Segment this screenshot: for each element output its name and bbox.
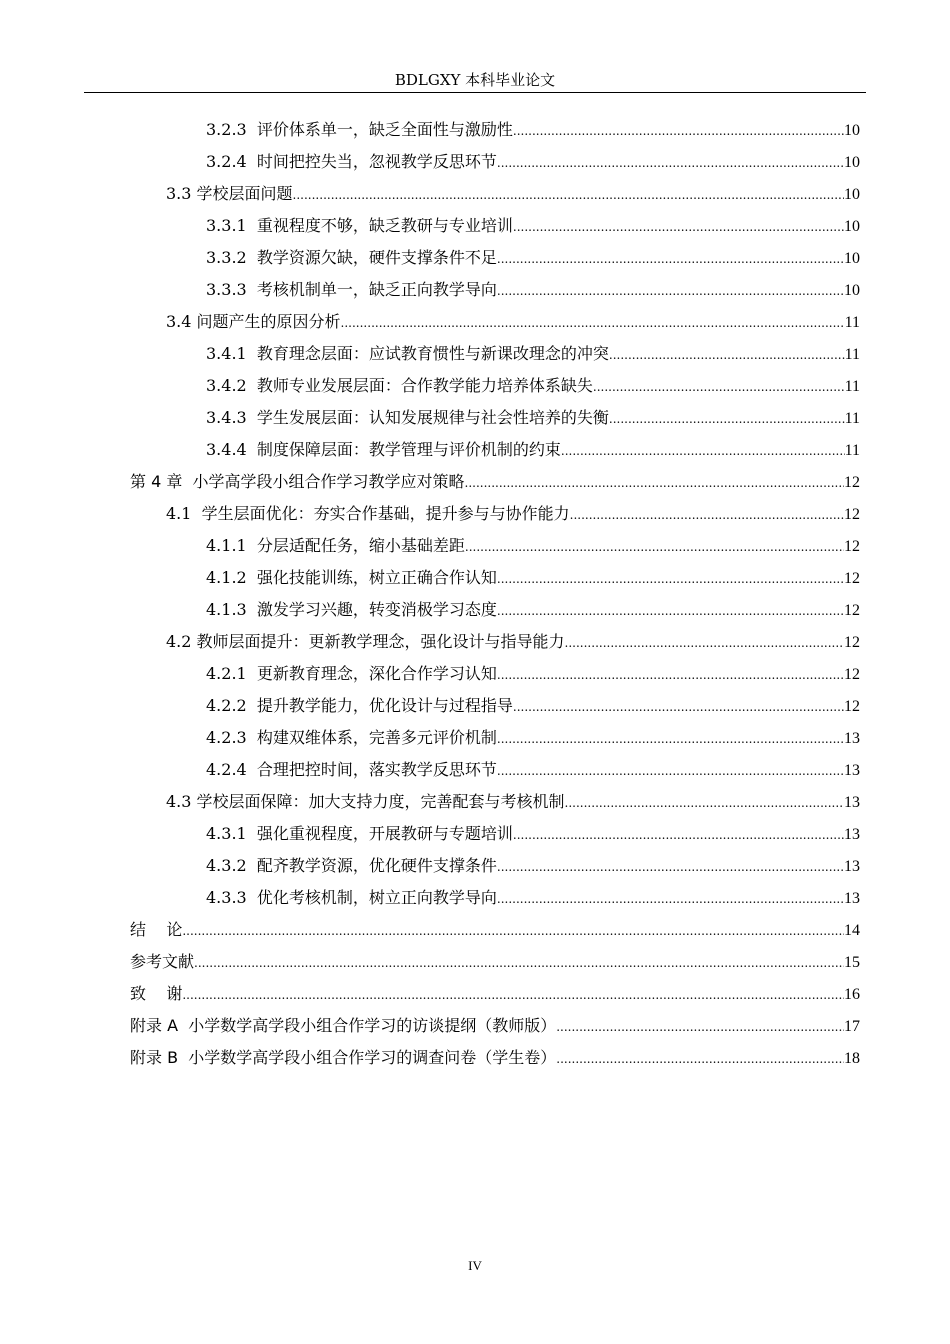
toc-entry-page: 15 [844,954,860,971]
toc-dot-leader [513,691,844,723]
toc-dot-leader [194,947,844,979]
toc-entry-title: 3.3 学校层面问题 [166,184,293,203]
toc-entry[interactable] [166,498,860,530]
toc-entry-page: 10 [844,122,860,139]
toc-entry[interactable] [166,786,860,818]
toc-entry-title: 4.1.3 激发学习兴趣，转变消极学习态度 [206,600,497,619]
toc-entry-title: 3.2.3 评价体系单一，缺乏全面性与激励性 [206,120,513,139]
toc-entry-title: 4.1 学生层面优化：夯实合作基础，提升参与与协作能力 [166,504,570,523]
toc-dot-leader [182,979,844,1011]
toc-entry[interactable] [206,850,860,882]
toc-dot-leader [182,915,844,947]
toc-dot-leader [497,659,844,691]
toc-dot-leader [497,147,844,179]
toc-entry-title: 4.2 教师层面提升：更新教学理念，强化设计与指导能力 [166,632,565,651]
toc-entry[interactable] [206,882,860,914]
toc-dot-leader [513,819,844,851]
page-number: IV [468,1258,482,1273]
toc-entry[interactable] [206,658,860,690]
toc-entry-page: 12 [844,698,860,715]
toc-dot-leader [293,179,844,211]
toc-entry[interactable] [206,754,860,786]
toc-entry-title: 4.2.4 合理把控时间，落实教学反思环节 [206,760,497,779]
toc-entry[interactable] [130,946,860,978]
toc-entry[interactable] [166,626,860,658]
toc-entry-page: 13 [844,826,860,843]
toc-entry[interactable] [130,1010,860,1042]
toc-entry-page: 10 [844,218,860,235]
toc-dot-leader [561,435,845,467]
toc-entry-page: 13 [844,730,860,747]
toc-entry[interactable] [166,178,860,210]
toc-entry-title: 附录 B 小学数学高学段小组合作学习的调查问卷（学生卷） [130,1048,557,1067]
toc-entry-title: 参考文献 [130,952,195,971]
toc-entry-page: 13 [844,762,860,779]
toc-dot-leader [513,115,844,147]
toc-entry-page: 10 [844,282,860,299]
toc-dot-leader [497,755,844,787]
toc-dot-leader [497,723,844,755]
toc-entry-page: 13 [844,890,860,907]
toc-dot-leader [497,595,844,627]
toc-entry-title: 第 4 章 小学高学段小组合作学习教学应对策略 [130,472,465,491]
toc-entry-title: 3.3.1 重视程度不够，缺乏教研与专业培训 [206,216,513,235]
toc-entry-page: 12 [844,538,860,555]
toc-entry-title: 致 谢 [130,984,183,1003]
toc-dot-leader [565,627,844,659]
toc-entry-page: 11 [844,442,860,459]
toc-entry-page: 16 [844,986,860,1003]
toc-entry-page: 12 [844,570,860,587]
toc-entry-page: 10 [844,250,860,267]
toc-entry[interactable] [206,274,860,306]
toc-entry-page: 12 [844,474,860,491]
toc-entry[interactable] [206,370,860,402]
toc-dot-leader [497,563,844,595]
toc-entry-title: 3.4 问题产生的原因分析 [166,312,341,331]
toc-entry-page: 11 [844,314,860,331]
toc-dot-leader [570,499,844,531]
toc-entry[interactable] [206,434,860,466]
toc-entry-page: 10 [844,154,860,171]
toc-entry-title: 3.4.4 制度保障层面：教学管理与评价机制的约束 [206,440,561,459]
toc-entry-title: 4.3 学校层面保障：加大支持力度，完善配套与考核机制 [166,792,565,811]
toc-dot-leader [609,339,845,371]
toc-entry-title: 附录 A 小学数学高学段小组合作学习的访谈提纲（教师版） [130,1016,557,1035]
toc-entry-title: 结 论 [130,920,183,939]
toc-entry-title: 3.4.3 学生发展层面：认知发展规律与社会性培养的失衡 [206,408,609,427]
toc-dot-leader [497,275,844,307]
toc-entry-page: 13 [844,794,860,811]
toc-entry-title: 4.1.2 强化技能训练，树立正确合作认知 [206,568,497,587]
toc-entry[interactable] [206,818,860,850]
toc-entry-page: 14 [844,922,860,939]
toc-dot-leader [497,851,844,883]
toc-dot-leader [565,787,844,819]
toc-entry[interactable] [130,466,860,498]
toc-entry-title: 4.1.1 分层适配任务，缩小基础差距 [206,536,465,555]
toc-entry[interactable] [130,978,860,1010]
toc-entry-title: 4.2.3 构建双维体系，完善多元评价机制 [206,728,497,747]
toc-entry-title: 3.4.1 教育理念层面：应试教育惯性与新课改理念的冲突 [206,344,609,363]
toc-entry-page: 10 [844,186,860,203]
toc-entry-title: 4.3.1 强化重视程度，开展教研与专题培训 [206,824,513,843]
toc-entry-page: 17 [844,1018,860,1035]
toc-entry-title: 4.2.2 提升教学能力，优化设计与过程指导 [206,696,513,715]
toc-entry[interactable] [206,594,860,626]
page-header: BDLGXY 本科毕业论文 [394,71,556,89]
toc-entry[interactable] [206,690,860,722]
toc-entry[interactable] [206,722,860,754]
toc-entry-page: 18 [844,1050,860,1067]
toc-entry-title: 4.3.3 优化考核机制，树立正向教学导向 [206,888,497,907]
toc-entry-title: 3.2.4 时间把控失当，忽视教学反思环节 [206,152,497,171]
toc-entry[interactable] [206,562,860,594]
toc-dot-leader [341,307,845,339]
toc-entry-title: 3.3.3 考核机制单一，缺乏正向教学导向 [206,280,497,299]
toc-dot-leader [465,531,844,563]
header-rule [84,92,866,93]
toc-entry-page: 12 [844,666,860,683]
toc-entry[interactable] [206,242,860,274]
toc-dot-leader [593,371,845,403]
toc-dot-leader [497,883,844,915]
toc-entry[interactable] [206,210,860,242]
toc-entry[interactable] [130,1042,860,1074]
toc-entry-page: 11 [844,346,860,363]
toc-entry-title: 4.3.2 配齐教学资源，优化硬件支撑条件 [206,856,497,875]
toc-entry[interactable] [206,338,860,370]
toc-entry[interactable] [206,530,860,562]
toc-entry-page: 11 [844,410,860,427]
toc-dot-leader [465,467,844,499]
toc-entry[interactable] [206,402,860,434]
toc-dot-leader [497,243,844,275]
toc-entry-title: 4.2.1 更新教育理念，深化合作学习认知 [206,664,497,683]
toc-entry[interactable] [130,914,860,946]
toc-entry[interactable] [206,114,860,146]
toc-entry-title: 3.3.2 教学资源欠缺，硬件支撑条件不足 [206,248,497,267]
toc-entry-title: 3.4.2 教师专业发展层面：合作教学能力培养体系缺失 [206,376,593,395]
toc-dot-leader [556,1043,844,1075]
toc-entry[interactable] [166,306,860,338]
toc-entry[interactable] [206,146,860,178]
toc-entry-page: 11 [844,378,860,395]
toc-entry-page: 13 [844,858,860,875]
toc-dot-leader [609,403,845,435]
toc-dot-leader [556,1011,844,1043]
toc-entry-page: 12 [844,602,860,619]
toc-entry-page: 12 [844,634,860,651]
toc-entry-page: 12 [844,506,860,523]
toc-dot-leader [513,211,844,243]
